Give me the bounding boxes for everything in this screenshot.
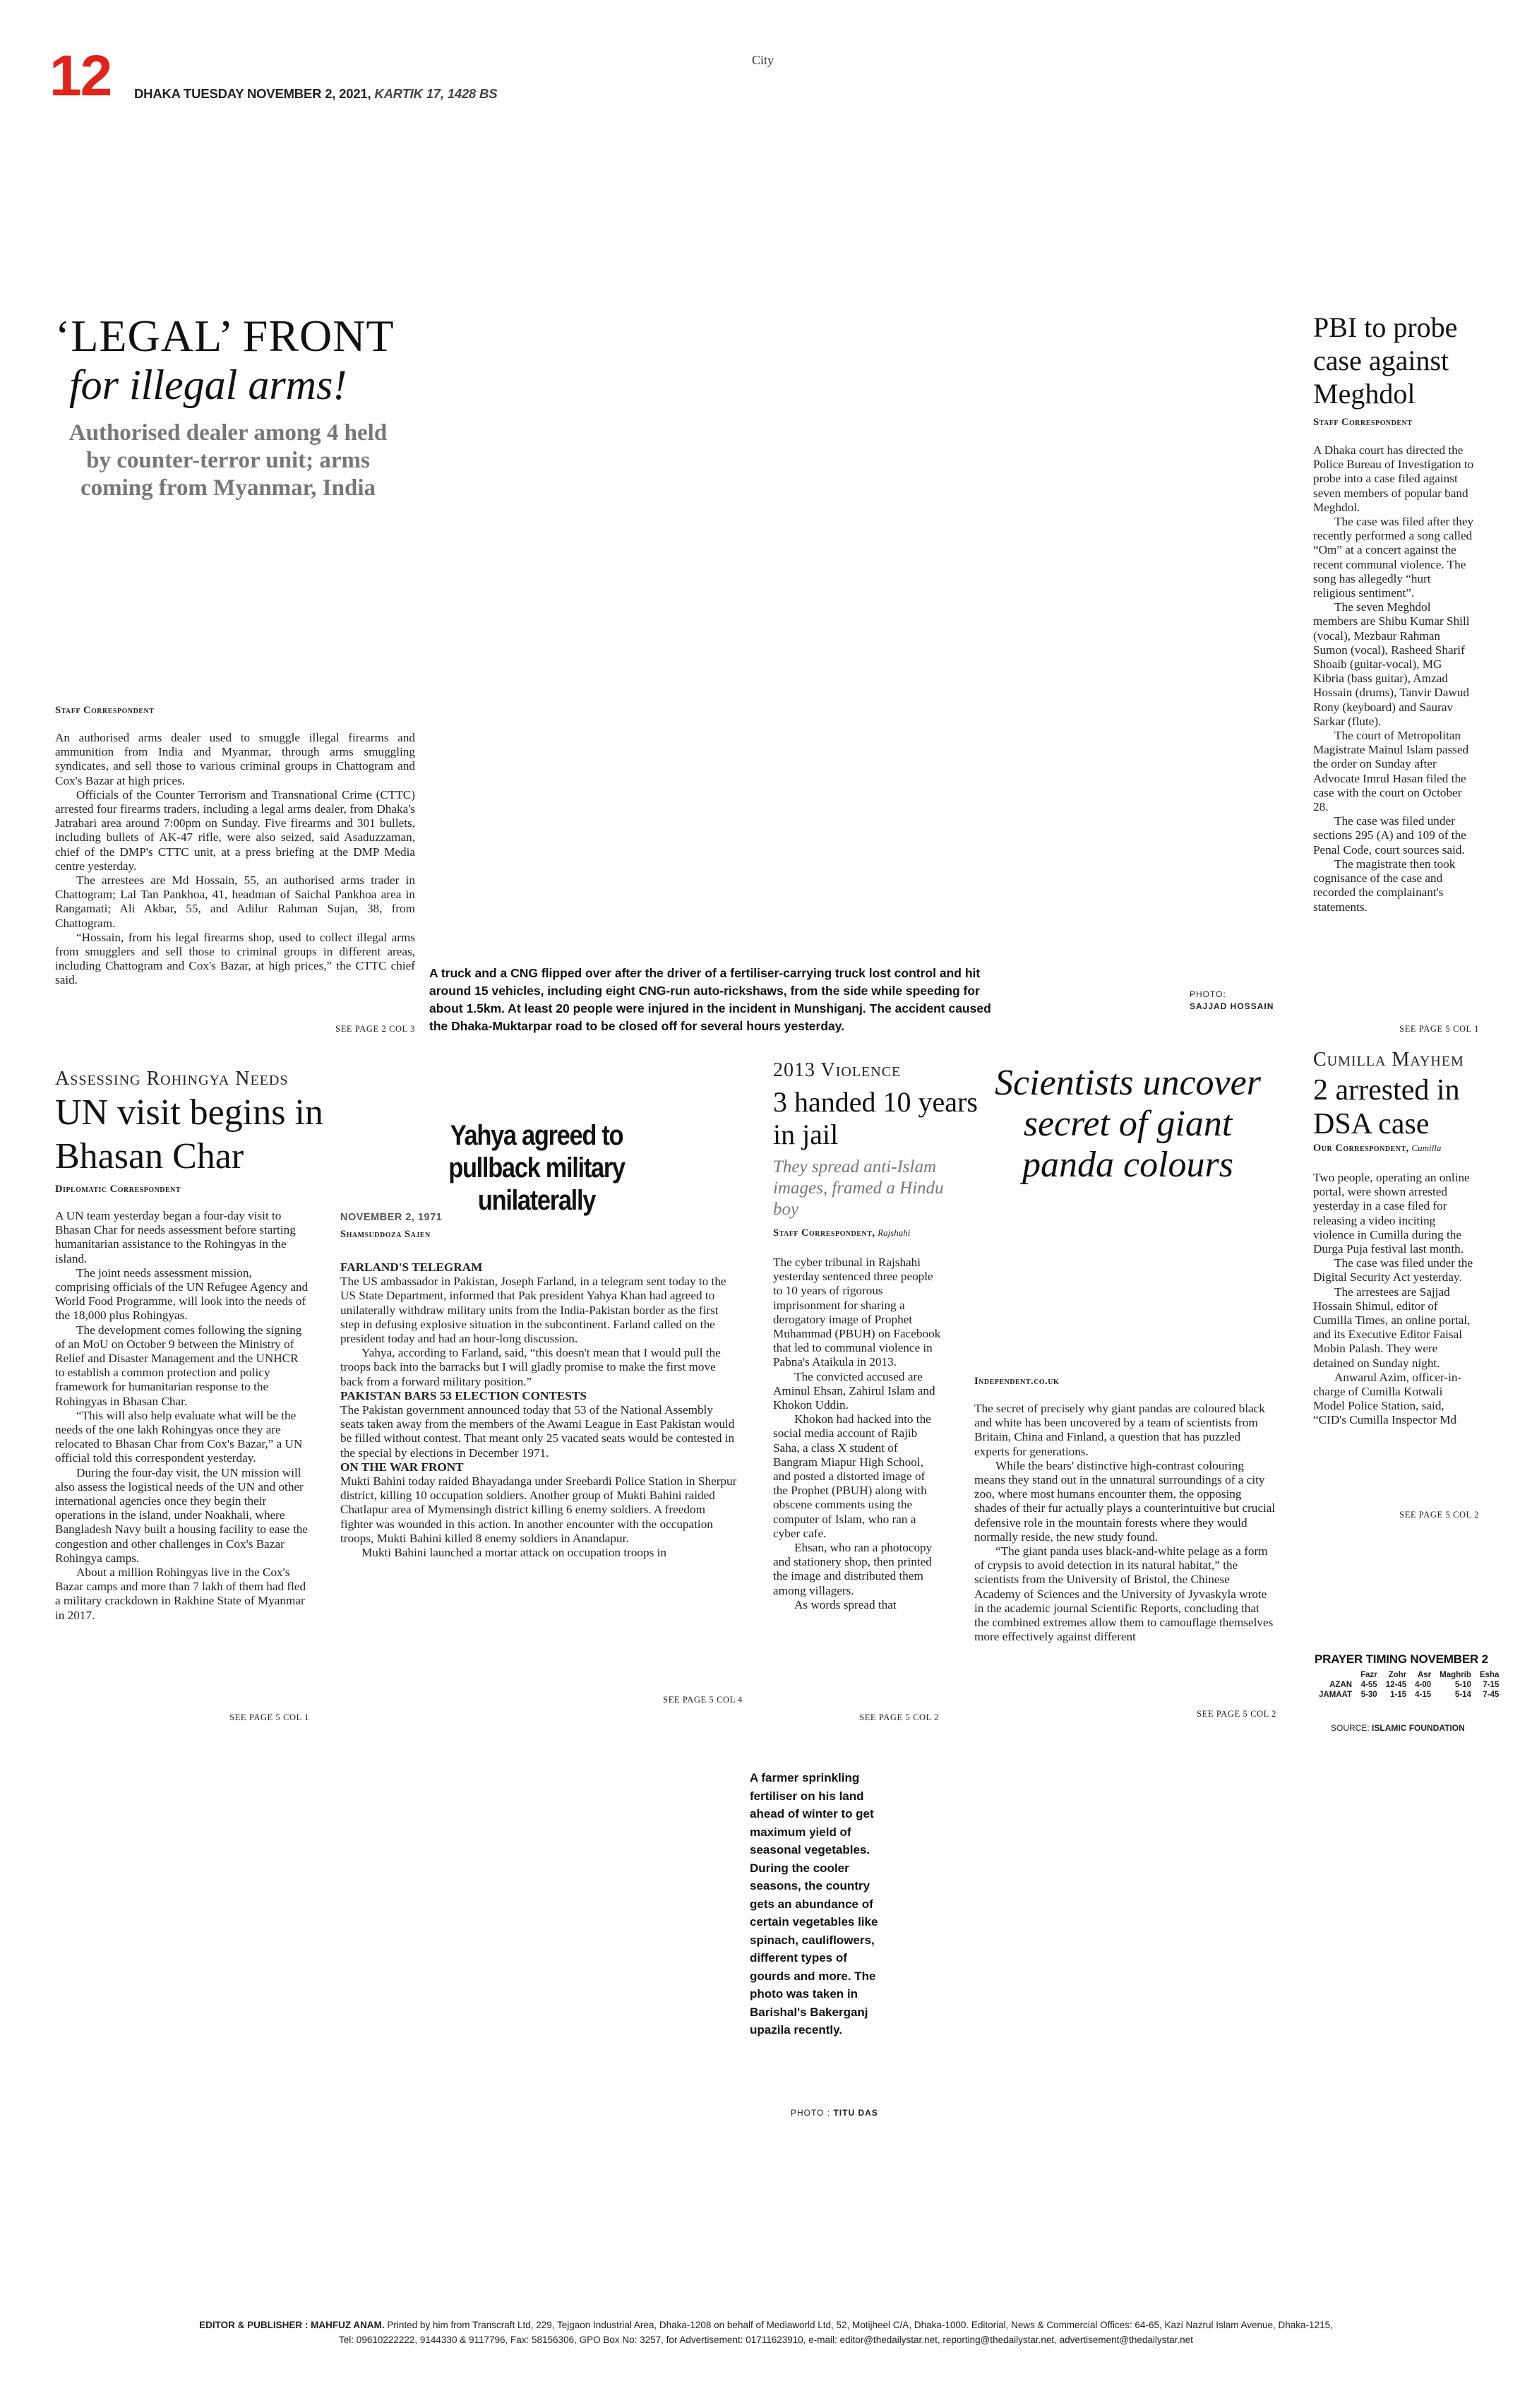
yahya-date: NOVEMBER 2, 1971 [340,1212,443,1223]
dateline-date: DHAKA TUESDAY NOVEMBER 2, 2021, [134,86,371,101]
yahya-paragraph: Mukti Bahini launched a mortar attack on occupation troops in [361,1546,666,1560]
yahya-body [340,1260,739,1560]
rohingya-byline: Diplomatic Correspondent [55,1184,181,1195]
lead-headline-line1: ‘LEGAL’ FRONT [55,311,395,361]
cumilla-paragraph: Anwarul Azim, officer-in-charge of Cumilla Kotwali Model Police Station, said, “CID's Cumilla Inspector Md [1313,1370,1462,1427]
cumilla-paragraph: Two people, operating an online portal, were shown arrested yesterday in a case filed for releasing a video inciting violence in Cumilla during the Durga Puja festival last month. [1313,1171,1470,1256]
cumilla-kicker: Cumilla Mayhem [1313,1049,1464,1071]
lead-subhead: Authorised dealer among 4 held by counter-terror unit; arms coming from Myanmar, India [68,420,388,501]
prayer-source-label: SOURCE: [1331,1723,1370,1733]
rohingya-paragraph: The development comes following the signing of an MoU on October 9 between the Ministry of Relief and Disaster Management and the UNHCR to establish a common protection and policy framework for humanitarian response to the Rohingyas in Bhasan Char. [55,1323,302,1408]
prayer-source-name: ISLAMIC FOUNDATION [1372,1723,1465,1733]
prayer-cell: 4-00 [1415,1681,1432,1689]
prayer-cell: 7-15 [1483,1681,1500,1689]
prayer-title: PRAYER TIMING NOVEMBER 2 [1315,1652,1488,1666]
imprint-footer [64,2318,1468,2347]
prayer-cell: 12-45 [1385,1681,1407,1689]
yahya-headline: Yahya agreed to pullback military unilaterally [448,1120,625,1216]
rohingya-paragraph: A UN team yesterday began a four-day visit to Bhasan Char for needs assessment before starting humanitarian assistance to the Rohingyas in the island. [55,1209,296,1265]
prayer-header-cell: Esha [1479,1671,1500,1679]
cumilla-body [1313,1171,1476,1428]
lead-paragraph: The arrestees are Md Hossain, 55, an authorised arms trader in Chattogram; Lal Tan Pankhoa, 41, headman of Saichal Pankhoa area in Rangamati; Ali Akbar, 55, and Adilur Rahman Sujan, 38, from Chattogram. [55,874,415,930]
cumilla-headline: 2 arrested in DSA case [1313,1074,1460,1140]
photo2-credit-label: PHOTO : [791,2108,831,2118]
violence-deck: They spread anti-Islam images, framed a Hindu boy [773,1157,944,1219]
prayer-cell: AZAN [1329,1681,1353,1689]
pbi-headline: PBI to probe case against Meghdol [1313,311,1458,410]
lead-body [55,731,415,988]
lead-story [55,311,415,502]
prayer-cell: 5-30 [1360,1691,1377,1699]
pbi-paragraph: The case was filed under sections 295 (A) and 109 of the Penal Code, court sources said. [1313,814,1466,857]
imprint-editor: EDITOR & PUBLISHER : MAHFUZ ANAM. [199,2320,385,2330]
photo2-credit [791,2108,878,2118]
violence-headline: 3 handed 10 years in jail [773,1086,978,1150]
panda-headline: Scientists uncover secret of giant panda colours [995,1063,1261,1185]
prayer-row-azan [1315,1680,1503,1690]
pbi-paragraph: The seven Meghdol members are Shibu Kumar Shill (vocal), Mezbaur Rahman Sumon (vocal), Rasheed Sharif Shoaib (guitar-vocal), MG Kibria (bass guitar), Amzad Hossain (drums), Tanvir Dawud Rony (keyboard) and Saurav Sarkar (flute). [1313,600,1470,728]
violence-byline-place: Rajshahi [878,1227,911,1238]
cumilla-byline-text: Our Correspondent, [1313,1143,1409,1154]
rohingya-paragraph: The joint needs assessment mission, comprising officials of the UN Refugee Agency and World Food Programme, will look into the needs of the 18,000 plus Rohingyas. [55,1265,309,1323]
rohingya-headline: UN visit begins in Bhasan Char [55,1092,323,1176]
yahya-paragraph: Mukti Bahini today raided Bhayadanga under Sreebardi Police Station in Sherpur district, killing 10 occupation soldiers. Another group of Mukti Bahini raided Chatlapur area of Mymensingh district killing 6 enemy soldiers. A freedom fighter was wounded in this action. In another encounter with the occupation troops, Mukti Bahini killed 8 enemy soldiers in Anandapur. [340,1474,737,1545]
pbi-paragraph: A Dhaka court has directed the Police Bureau of Investigation to probe into a case filed against seven members of popular band Meghdol. [1313,443,1474,514]
rohingya-paragraph: During the four-day visit, the UN mission will also assess the logistical needs of the UN and other international agencies once they begin their operations in the island, under Noakhali, where Bangladesh Navy built a housing facility to ease the congestion and other challenges in Cox's Bazar Rohingya camps. [55,1465,308,1565]
cumilla-byline-place: Cumilla [1411,1143,1442,1153]
photo1-credit [1190,989,1274,1013]
prayer-cell: 1-15 [1390,1691,1407,1699]
prayer-header-row [1315,1670,1503,1680]
prayer-source [1331,1723,1465,1733]
pbi-byline: Staff Correspondent [1313,417,1413,428]
cumilla-see-page-link[interactable]: SEE PAGE 5 COL 2 [1399,1510,1479,1520]
photo1-credit-name: SAJJAD HOSSAIN [1190,1001,1274,1011]
prayer-cell: JAMAAT [1319,1691,1353,1699]
prayer-header-cell: Asr [1417,1671,1432,1679]
cumilla-paragraph: The case was filed under the Digital Security Act yesterday. [1313,1256,1473,1285]
photo2-credit-name: TITU DAS [833,2108,878,2118]
cumilla-byline [1313,1143,1441,1155]
rohingya-kicker: Assessing Rohingya Needs [55,1068,289,1090]
dateline-bengali: KARTIK 17, 1428 BS [374,86,498,101]
yahya-paragraph: Yahya, according to Farland, said, “this doesn't mean that I would pull the troops back into the barracks but I will gladly promise to make the first move back from a forward military position.” [340,1346,721,1388]
prayer-cell: 4-55 [1360,1681,1377,1689]
pbi-body [1313,443,1474,914]
lead-headline-line2: for illegal arms! [69,362,347,408]
panda-paragraph: “The giant panda uses black-and-white pelage as a form of crypsis to avoid detection in its natural habitat,” the scientists from the University of Bristol, the Chinese Academy of Sciences and the University of Jyvaskyla wrote in the academic journal Scientific Reports, concluding that the combined extremes allow them to camouflage themselves more effectively against different [974,1544,1274,1644]
prayer-cell: 5-10 [1454,1681,1471,1689]
violence-paragraph: Khokon had hacked into the social media account of Rajib Saha, a class X student of Bangram Miapur High School, and posted a distorted image of the Prophet (PBUH) along with obscene comments using the computer of Islam, who ran a cyber cafe. [773,1412,931,1540]
yahya-subhead: FARLAND'S TELEGRAM [340,1260,483,1274]
violence-paragraph: The cyber tribunal in Rajshahi yesterday sentenced three people to 10 years of rigorous imprisonment for sharing a derogatory image of Prophet Muhammad (PBUH) on Facebook that led to communal violence in Pabna's Ataikula in 2013. [773,1256,941,1369]
violence-byline-text: Staff Correspondent, [773,1227,875,1239]
rohingya-paragraph: “This will also help evaluate what will be the needs of the one lakh Rohingyas once they are relocated to Bhasan Char from Cox's Bazar,” a UN official told this correspondent yesterday. [55,1408,303,1465]
prayer-header-cell [1315,1670,1356,1680]
prayer-row-jamaat [1315,1690,1503,1700]
yahya-paragraph: The US ambassador in Pakistan, Joseph Farland, in a telegram sent today to the US State Department, informed that Pak president Yahya Khan had agreed to unilaterally withdraw military units from the India-Pakistan border as the first step in defusing explosive situation in the subcontinent. Farland called on the president today and had an hour-long discussion. [340,1275,726,1346]
panda-paragraph: The secret of precisely why giant pandas are coloured black and white has been uncovered by a team of scientists from Britain, China and Finland, a question that has puzzled experts for generations. [974,1402,1265,1458]
violence-kicker: 2013 Violence [773,1059,902,1081]
yahya-see-page-link[interactable]: SEE PAGE 5 COL 4 [663,1695,743,1705]
yahya-subhead: ON THE WAR FRONT [340,1460,464,1474]
violence-paragraph: The convicted accused are Aminul Ehsan, Zahirul Islam and Khokon Uddin. [773,1369,935,1412]
photo1-caption: A truck and a CNG flipped over after the driver of a fertiliser-carrying truck lost control and hit around 15 vehicles, including eight CNG-run auto-rickshaws, from the side while speeding for about 1.5km. At least 20 people were injured in the incident in Munshiganj. The accident caused the Dhaka-Muktarpar road to be closed off for several hours yesterday. [429,966,991,1033]
yahya-subhead: PAKISTAN BARS 53 ELECTION CONTESTS [340,1388,587,1402]
imprint-address: Printed by him from Transcraft Ltd, 229, Tejgaon Industrial Area, Dhaka-1208 on behalf of Mediaworld Ltd, 52, Motijheel C/A, Dhaka-1000. Editorial, News & Commercial Offices: 64-65, Kazi Nazrul Islam Avenue, Dhaka-1215, [387,2320,1333,2330]
prayer-header-cell: Maghrib [1440,1671,1471,1679]
violence-byline [773,1227,910,1239]
lead-see-page-link[interactable]: SEE PAGE 2 COL 3 [335,1024,415,1034]
rohingya-body [55,1209,309,1623]
section-label: City [752,53,774,67]
prayer-cell: 7-45 [1483,1691,1500,1699]
dateline [134,86,497,102]
photo2-caption: A farmer sprinkling fertiliser on his land ahead of winter to get maximum yield of seasonal vegetables. During the cooler seasons, the country gets an abundance of certain vegetables like spinach, cauliflowers, different types of gourds and more. The photo was taken in Barishal's Bakerganj upazila recently. [750,1771,878,2037]
lead-paragraph: “Hossain, from his legal firearms shop, used to collect illegal arms from smugglers and sell those to criminal groups in different areas, including Chattogram and Cox's Bazar, at high prices,” the CTTC chief said. [55,930,415,987]
pbi-paragraph: The case was filed after they recently performed a song called “Om” at a concert against the recent communal violence. The song has allegedly “hurt religious sentiment”. [1313,515,1474,600]
prayer-cell: 4-15 [1415,1691,1432,1699]
prayer-cell: 5-14 [1454,1691,1471,1699]
lead-byline: Staff Correspondent [55,705,155,716]
yahya-byline: Shamsuddoza Sajen [340,1229,431,1240]
yahya-paragraph: The Pakistan government announced today that 53 of the National Assembly seats taken away from the members of the Awami League in East Pakistan would be filled without contest. That meant only 25 vacated seats would be contested in the special by elections in December 1971. [340,1403,735,1460]
panda-see-page-link[interactable]: SEE PAGE 5 COL 2 [1197,1709,1276,1719]
page-number: 12 [49,44,112,108]
violence-see-page-link[interactable]: SEE PAGE 5 COL 2 [859,1712,939,1722]
panda-paragraph: While the bears' distinctive high-contrast colouring means they stand out in the unnatural surroundings of a city zoo, where most humans encounter them, the opposing shades of their fur actually plays a counterintuitive but crucial defensive role in the mountain forests where they would normally reside, the new study found. [974,1458,1276,1544]
prayer-header-cell: Fazr [1360,1671,1377,1679]
violence-body [773,1256,941,1612]
lead-paragraph: Officials of the Counter Terrorism and Transnational Crime (CTTC) arrested four firearms traders, including a legal arms dealer, from Dhaka's Jatrabari area around 7:00pm on Sunday. Five firearms and 301 bullets, including bullets of AK-47 rifle, were also seized, said Asaduzzaman, chief of the DMP's CTTC unit, at a press briefing at the DMP Media centre yesterday. [55,787,415,873]
pbi-see-page-link[interactable]: SEE PAGE 5 COL 1 [1399,1024,1479,1034]
lead-paragraph: An authorised arms dealer used to smuggle illegal firearms and ammunition from India and Myanmar, through arms smuggling syndicates, and sell those to various criminal groups in Chattogram and Cox's Bazar at high prices. [55,731,415,787]
pbi-paragraph: The court of Metropolitan Magistrate Mainul Islam passed the order on Sunday after Advocate Imrul Hasan filed the case with the court on October 28. [1313,729,1469,814]
prayer-header-cell: Zohr [1388,1671,1407,1679]
rohingya-paragraph: About a million Rohingyas live in the Cox's Bazar camps and more than 7 lakh of them had fled a military crackdown in Rakhine State of Myanmar in 2017. [55,1566,306,1622]
pbi-paragraph: The magistrate then took cognisance of the case and recorded the complainant's statements. [1313,857,1456,914]
prayer-table [1315,1670,1503,1700]
photo1-credit-label: PHOTO: [1190,989,1226,999]
imprint-line1 [64,2318,1468,2332]
violence-paragraph: As words spread that [794,1597,897,1611]
imprint-contact: Tel: 09610222222, 9144330 & 9117796, Fax: 58156306, GPO Box No: 3257, for Advertisement: 01711623910, e-mail: editor@thedailystar.net, reporting@thedailystar.net, advertisement@thedailystar.net [339,2335,1193,2345]
violence-paragraph: Ehsan, who ran a photocopy and stationery shop, then printed the image and distributed them among villagers. [773,1541,933,1597]
panda-byline: Independent.co.uk [974,1376,1060,1387]
rohingya-see-page-link[interactable]: SEE PAGE 5 COL 1 [229,1712,309,1722]
panda-body [974,1402,1276,1644]
cumilla-paragraph: The arrestees are Sajjad Hossain Shimul, editor of Cumilla Times, an online portal, and its Executive Editor Faisal Mobin Palash. They were detained on Sunday night. [1313,1285,1471,1370]
